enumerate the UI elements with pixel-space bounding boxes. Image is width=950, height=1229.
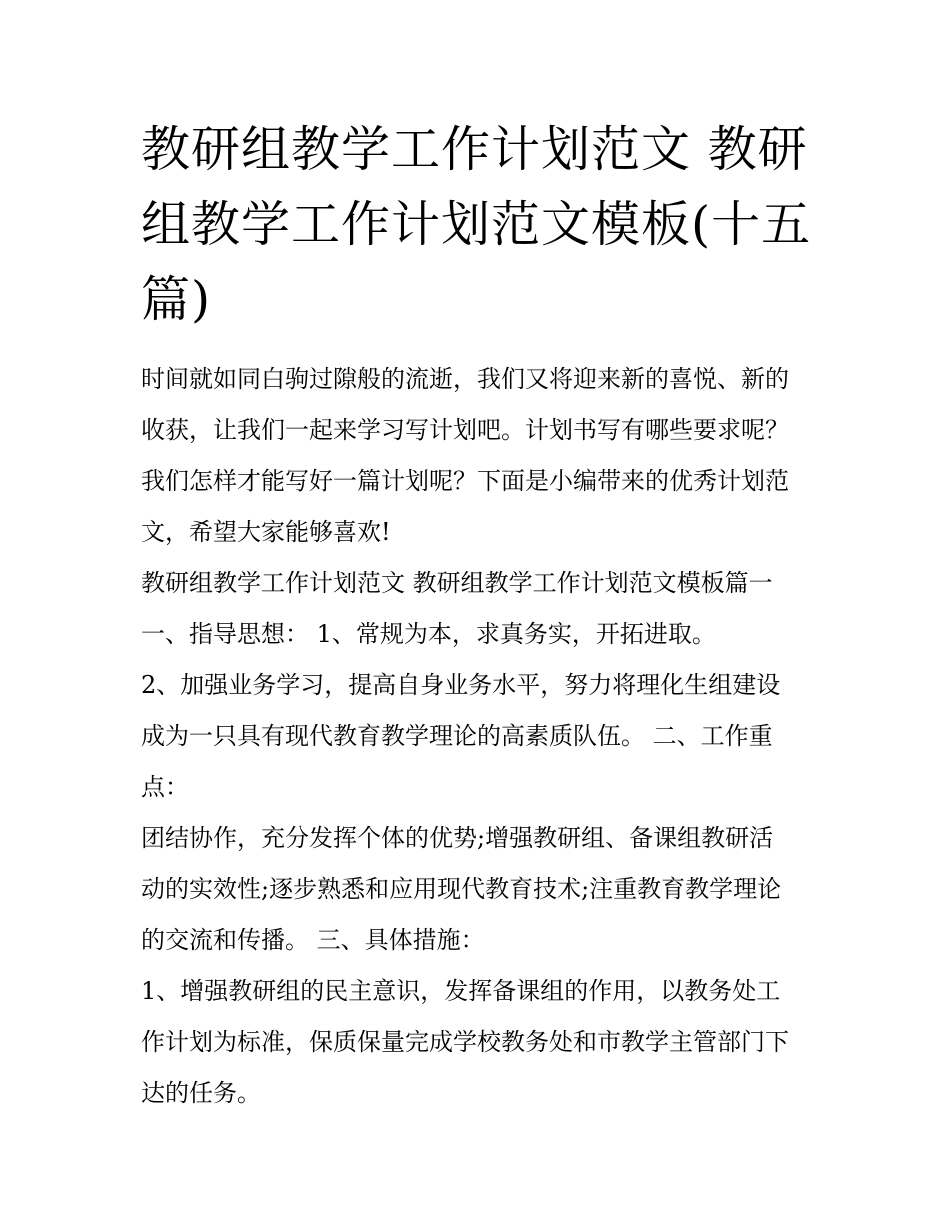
document-body bbox=[141, 354, 813, 1119]
document-title: 教研组教学工作计划范文 教研 组教学工作计划范文模板(十五 篇) bbox=[141, 121, 812, 328]
guiding-thought-paragraph: 一、指导思想： 1、常规为本，求真务实，开拓进取。 bbox=[141, 620, 716, 648]
section-heading: 教研组教学工作计划范文 教研组教学工作计划范文模板篇一 bbox=[141, 569, 773, 597]
intro-paragraph: 时间就如同白驹过隙般的流逝，我们又将迎来新的喜悦、新的 收获，让我们一起来学习写计划吧。计划书写有哪些要求呢？ 我们怎样才能写好一篇计划呢？下面是小编带来的优秀计划范 文，希望大家能够喜欢! bbox=[141, 365, 789, 546]
work-focus-paragraph: 团结协作，充分发挥个体的优势;增强教研组、备课组教研活 动的实效性;逐步熟悉和应用现代教育技术;注重教育教学理论 的交流和传播。 三、具体措施： bbox=[141, 824, 782, 954]
measures-paragraph: 1、增强教研组的民主意识，发挥备课组的作用，以教务处工 作计划为标准，保质保量完成学校教务处和市教学主管部门下 达的任务。 bbox=[141, 977, 789, 1107]
study-paragraph: 2、加强业务学习，提高自身业务水平，努力将理化生组建设 成为一只具有现代教育教学理论的高素质队伍。 二、工作重 点： bbox=[141, 671, 781, 801]
